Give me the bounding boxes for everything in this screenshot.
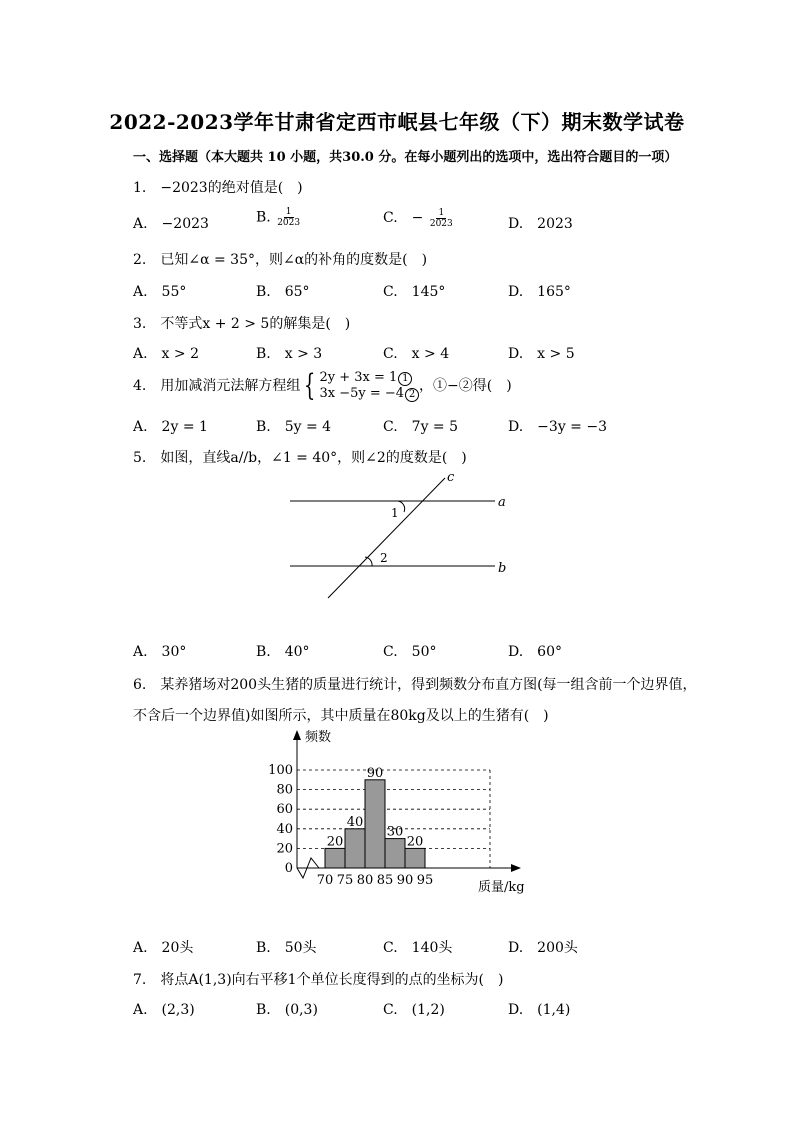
y-tick-label: 80 — [276, 782, 293, 798]
question-6-stem-line-1: 6. 某养猪场对200头生猪的质量进行统计，得到频数分布直方图(每一组含前一个边界值， — [133, 677, 697, 693]
q5-option-a: A. 30° — [133, 644, 187, 660]
question-7-stem: 7. 将点A(1,3)向右平移1个单位长度得到的点的坐标为( ) — [133, 972, 504, 988]
q4-option-b: B. 5y = 4 — [256, 419, 332, 435]
question-4-stem: 4. 用加减消元法解方程组 { 2y + 3x = 1 1 3x −5y = −4 2 ，①−②得( ) — [133, 368, 512, 403]
q4-option-a: A. 2y = 1 — [133, 419, 208, 435]
bar-value-label: 90 — [366, 765, 384, 781]
q6-option-c: C. 140头 — [383, 940, 453, 956]
x-tick-label: 80 — [356, 873, 374, 888]
label-b: b — [498, 561, 507, 576]
q1-option-b: B. $\frac{1}{2023}$ — [256, 207, 301, 228]
q3-option-d: D. x > 5 — [508, 346, 575, 362]
x-tick-label: 75 — [336, 873, 354, 888]
angle-1-arc — [398, 501, 405, 512]
question-6-stem-line-2: 不含后一个边界值)如图所示，其中质量在80kg及以上的生猪有( ) — [133, 708, 549, 724]
q1-option-c: C. − $\frac{1}{2023}$ — [383, 207, 453, 229]
y-tick-label: 60 — [276, 802, 293, 818]
histogram-bar — [325, 848, 345, 868]
q7-option-b: B. (0,3) — [256, 1002, 318, 1018]
label-a: a — [498, 495, 506, 510]
q4-option-c: C. 7y = 5 — [383, 419, 459, 435]
question-2-stem: 2. 已知∠α = 35°，则∠α的补角的度数是( ) — [133, 252, 428, 268]
y-tick-label: 40 — [276, 821, 293, 837]
label-angle-1: 1 — [391, 506, 399, 520]
y-tick-label: 100 — [268, 763, 293, 778]
q2-option-c: C. 145° — [383, 284, 446, 300]
bar-value-label: 20 — [326, 834, 344, 850]
bar-value-label: 40 — [346, 814, 364, 830]
x-axis-arrow — [511, 864, 521, 872]
q1-option-a: A. −2023 — [133, 216, 209, 232]
q7-option-c: C. (1,2) — [383, 1002, 445, 1018]
equation-system: 2y + 3x = 1 1 3x −5y = −4 2 — [319, 370, 419, 402]
question-3-stem: 3. 不等式x + 2 > 5的解集是( ) — [133, 316, 351, 332]
system-brace: { — [304, 368, 316, 403]
question-1-stem: 1. −2023的绝对值是( ) — [133, 180, 303, 196]
q1-option-d: D. 2023 — [508, 216, 573, 232]
x-tick-label: 70 — [316, 873, 334, 888]
label-c: c — [447, 470, 455, 485]
q7-option-d: D. (1,4) — [508, 1002, 571, 1018]
y-axis-arrow — [293, 730, 301, 740]
q2-option-d: D. 165° — [508, 284, 571, 300]
histogram-chart — [255, 728, 540, 900]
q6-option-b: B. 50头 — [256, 940, 317, 956]
q5-option-d: D. 60° — [508, 644, 562, 660]
q3-option-b: B. x > 3 — [256, 346, 323, 362]
histogram-bar — [405, 848, 425, 868]
histogram-bar — [365, 780, 385, 868]
y-tick-label: 0 — [284, 861, 293, 876]
q6-option-d: D. 200头 — [508, 940, 578, 956]
histogram-bar — [385, 839, 405, 868]
label-angle-2: 2 — [380, 551, 388, 565]
x-tick-label: 95 — [416, 873, 434, 888]
line-c — [328, 478, 445, 598]
page-title: 2022-2023学年甘肃省定西市岷县七年级（下）期末数学试卷 — [109, 110, 685, 134]
y-axis-label: 频数 — [305, 730, 332, 745]
x-tick-label: 90 — [396, 873, 414, 888]
q7-option-a: A. (2,3) — [133, 1002, 195, 1018]
x-axis-label: 质量/kg — [478, 880, 525, 895]
q4-option-d: D. −3y = −3 — [508, 419, 607, 435]
q2-option-b: B. 65° — [256, 284, 310, 300]
q5-option-b: B. 40° — [256, 644, 310, 660]
q2-option-a: A. 55° — [133, 284, 187, 300]
y-tick-label: 20 — [276, 841, 293, 857]
q3-option-a: A. x > 2 — [133, 346, 199, 362]
question-5-stem: 5. 如图，直线a//b，∠1 = 40°，则∠2的度数是( ) — [133, 450, 467, 466]
parallel-lines-figure — [280, 466, 520, 606]
section-heading: 一、选择题（本大题共 10 小题，共30.0 分。在每小题列出的选项中，选出符合题目的一项） — [133, 150, 678, 165]
histogram-bar — [345, 829, 365, 868]
bar-value-label: 30 — [386, 824, 404, 840]
bar-value-label: 20 — [406, 834, 424, 850]
q6-option-a: A. 20头 — [133, 940, 194, 956]
q3-option-c: C. x > 4 — [383, 346, 450, 362]
x-tick-label: 85 — [376, 873, 394, 888]
q5-option-c: C. 50° — [383, 644, 437, 660]
